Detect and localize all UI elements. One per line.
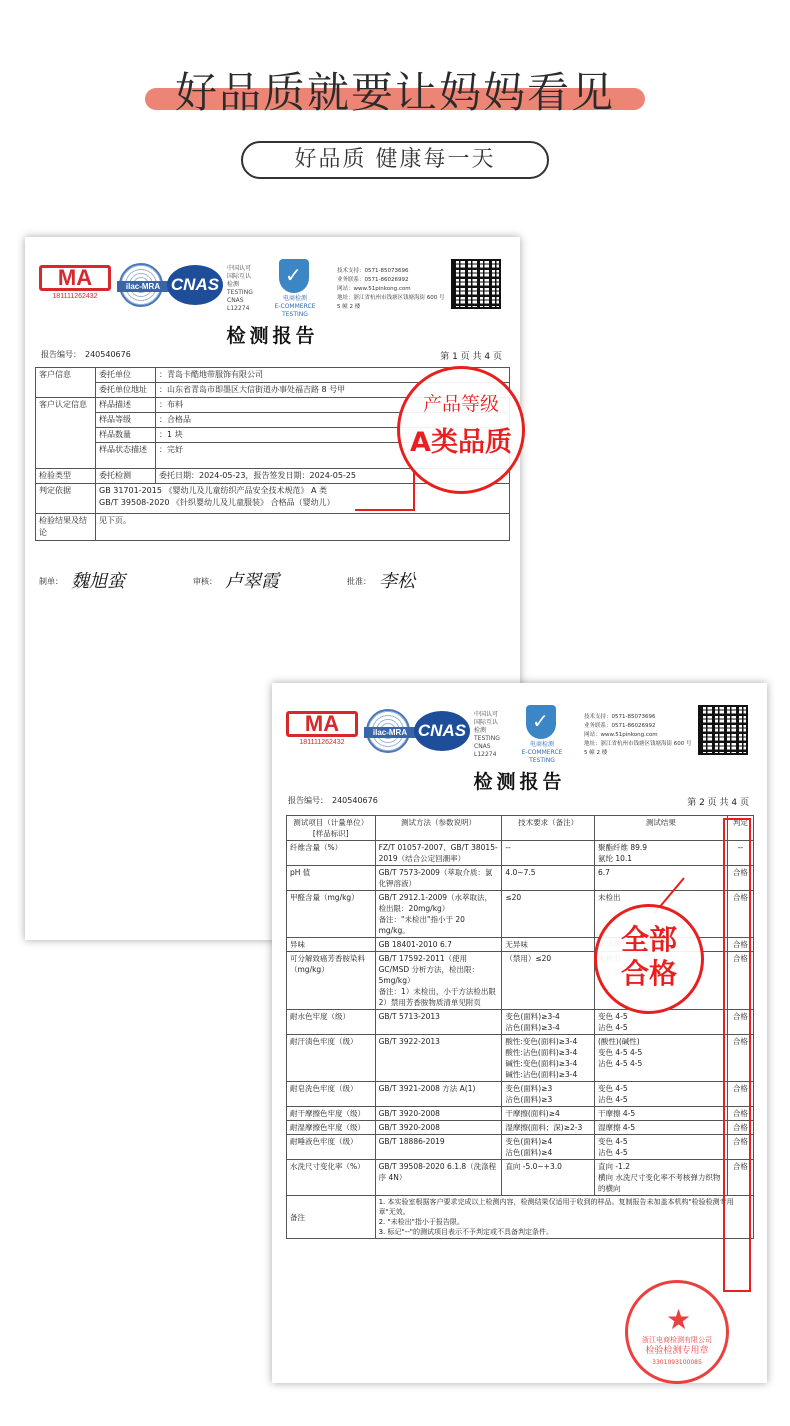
table-cell: GB/T 18886-2019 <box>375 1135 502 1160</box>
table-cell: 纤维含量（%） <box>287 841 376 866</box>
shield-check-icon <box>279 259 309 293</box>
table-cell: GB/T 7573-2009（萃取介质：氯化钾溶液） <box>375 866 502 891</box>
table-cell: 合格 <box>727 891 753 938</box>
table-cell: ≤20 <box>502 891 595 938</box>
table-cell: GB/T 3920-2008 <box>375 1121 502 1135</box>
table-cell: 甲醛含量（mg/kg） <box>287 891 376 938</box>
ilac-mra-logo: ilac-MRA <box>366 709 410 753</box>
table-cell: 干摩擦 4-5 <box>594 1107 727 1121</box>
certification-logos <box>39 255 509 317</box>
report-number: 报告编号： 240540676 <box>288 796 378 805</box>
table-row: 样品等级 ：合格品 <box>36 413 510 428</box>
table-cell: 合格 <box>727 952 753 1010</box>
table-cell: 变色 4-5 沾色 4-5 <box>594 1082 727 1107</box>
table-cell: 聚酯纤维 89.9 氨纶 10.1 <box>594 841 727 866</box>
table-cell: 无异味 <box>502 938 595 952</box>
table-row <box>287 841 754 866</box>
ecommerce-testing-label: 电商检测 E-COMMERCE TESTING <box>521 741 563 764</box>
qr-code-icon <box>698 705 748 755</box>
table-cell: 水洗尺寸变化率（%） <box>287 1160 376 1196</box>
table-cell: 合格 <box>727 938 753 952</box>
certification-logos <box>286 701 756 763</box>
hero-header <box>0 0 790 230</box>
table-row: 判定依据 GB 31701-2015 《婴幼儿及儿童纺织产品安全技术规范》 A 类 GB/T 39508-2020 《针织婴幼儿及儿童服装》 合格品（婴幼儿） <box>36 484 510 514</box>
table-header-row: 测试项目（计量单位）[样品标识] 测试方法（参数说明） 技术要求（备注） 测试结果 判定 <box>287 816 754 841</box>
report-number: 报告编号： 240540676 <box>41 350 131 359</box>
table-cell: GB/T 2912.1-2009（水萃取法，检出限：20mg/kg） 备注："未检出"指小于 20 mg/kg。 <box>375 891 502 938</box>
star-icon: ★ <box>666 1303 692 1336</box>
table-cell: （禁用）≤20 <box>502 952 595 1010</box>
signature-image: 卢翠霞 <box>225 571 279 592</box>
table-cell: 直向 -5.0~+3.0 <box>502 1160 595 1196</box>
cma-logo: MA 181111262432 <box>286 711 358 753</box>
table-cell: 耐干摩擦色牢度（级） <box>287 1107 376 1121</box>
report-title: 检测报告 <box>226 325 319 347</box>
signature-image: 魏旭蛮 <box>71 571 125 592</box>
table-cell: GB/T 39508-2020 6.1.8（洗涤程序 4N） <box>375 1160 502 1196</box>
contact-info: 技术支持：0571-85073696 业务联系：0571-86026992 网站：www.51pinkong.com 地址：浙江省杭州市钱塘区钱塘海街 600 号 5 幢 2 楼 <box>337 268 445 310</box>
accreditation-text: 中国认可 国际互认 检测 TESTING CNAS L12274 <box>474 711 500 758</box>
table-cell: 干摩擦(面料)≥4 <box>502 1107 595 1121</box>
table-row <box>287 1121 754 1135</box>
table-cell: 变色 4-5 沾色 4-5 <box>594 1010 727 1035</box>
table-row: 样品状态描述 ：完好 <box>36 443 510 469</box>
report-title: 检测报告 <box>473 771 566 793</box>
table-cell: 合格 <box>727 1107 753 1121</box>
table-cell: 合格 <box>727 1010 753 1035</box>
table-cell: 耐水色牢度（级） <box>287 1010 376 1035</box>
table-cell: 未检出 <box>594 891 727 938</box>
table-cell: 湿摩擦(面料；深)≥2-3 <box>502 1121 595 1135</box>
table-cell: GB/T 3921-2008 方法 A(1) <box>375 1082 502 1107</box>
table-cell: 湿摩擦 4-5 <box>594 1121 727 1135</box>
table-cell: GB/T 17592-2011（使用 GC/MSD 分析方法，检出限：5mg/kg） 备注：1）未检出，小于方法检出限 2）禁用芳香胺物质清单见附页 <box>375 952 502 1010</box>
table-cell: 合格 <box>727 1035 753 1082</box>
table-row <box>287 1135 754 1160</box>
ecommerce-testing-label: 电商检测 E-COMMERCE TESTING <box>274 295 316 318</box>
test-report-page-2 <box>272 683 767 1383</box>
table-cell: 变色 4-5 沾色 4-5 <box>594 1135 727 1160</box>
table-cell: 异味 <box>287 938 376 952</box>
table-cell: 耐皂洗色牢度（级） <box>287 1082 376 1107</box>
notes-row: 备注 1. 本实验室根据客户要求完成以上检测内容，检测结果仅适用于收到的样品。复制报告未加盖本机构"检验检测专用章"无效。 2. "未检出"指小于报告限。 3. 标记"--"的测试项目表示不予判定或不具备判定条件。 <box>287 1196 754 1239</box>
table-row <box>287 1082 754 1107</box>
page-title: 好品质就要让妈妈看见 <box>174 68 615 117</box>
table-row: 检验类型 委托检测 委托日期：2024-05-23，报告签发日期：2024-05-25 <box>36 469 510 484</box>
table-cell: 变色(面料)≥4 沾色(面料)≥4 <box>502 1135 595 1160</box>
cma-logo: MA 181111262432 <box>39 265 111 307</box>
table-row <box>287 1035 754 1082</box>
callout-line <box>413 472 415 510</box>
prepared-by: 制单： 魏旭蛮 <box>39 571 125 592</box>
table-cell: 合格 <box>727 1135 753 1160</box>
cnas-logo: CNAS <box>167 265 223 305</box>
all-pass-callout: 全部 合格 <box>594 904 704 1014</box>
table-cell: pH 值 <box>287 866 376 891</box>
table-cell: 6.7 <box>594 866 727 891</box>
inspection-seal-stamp: ★ 浙江电商检测有限公司 检验检测专用章 3301093100085 <box>625 1280 729 1384</box>
table-cell: (酸性)(碱性) 变色 4-5 4-5 沾色 4-5 4-5 <box>594 1035 727 1082</box>
verdict-column-highlight <box>723 818 751 1292</box>
shield-check-icon <box>526 705 556 739</box>
table-cell: 直向 -1.2 横向 水洗尺寸变化率不考核弹力织物的横向 <box>594 1160 727 1196</box>
ilac-mra-logo: ilac-MRA <box>119 263 163 307</box>
accreditation-text: 中国认可 国际互认 检测 TESTING CNAS L12274 <box>227 265 253 312</box>
table-cell: GB/T 3922-2013 <box>375 1035 502 1082</box>
approved-by: 批准： 李松 <box>347 571 415 592</box>
subtitle-pill: 好品质 健康每一天 <box>241 141 549 179</box>
table-cell: FZ/T 01057-2007、GB/T 38015-2019（结合公定回潮率） <box>375 841 502 866</box>
table-row: 检验结果及结论 见下页。 <box>36 514 510 541</box>
table-row: 客户认定信息 样品描述 ：布料 <box>36 398 510 413</box>
table-row <box>287 1160 754 1196</box>
grade-a-callout: 产品等级 A类品质 <box>397 366 525 494</box>
table-cell: 变色(面料)≥3-4 沾色(面料)≥3-4 <box>502 1010 595 1035</box>
reviewed-by: 审核： 卢翠霞 <box>193 571 279 592</box>
table-cell: 合格 <box>727 1160 753 1196</box>
table-cell: 4.0~7.5 <box>502 866 595 891</box>
cnas-logo: CNAS <box>414 711 470 751</box>
table-cell: GB 18401-2010 6.7 <box>375 938 502 952</box>
table-row: 客户信息 委托单位 ：青岛卡酷地带服饰有限公司 <box>36 368 510 383</box>
page-number: 第 2 页 共 4 页 <box>687 798 749 808</box>
page-number: 第 1 页 共 4 页 <box>440 352 502 362</box>
table-row: 委托单位地址 ：山东省青岛市即墨区大信街道办事处福吉路 8 号甲 <box>36 383 510 398</box>
table-row <box>287 1107 754 1121</box>
table-cell: 耐汗渍色牢度（级） <box>287 1035 376 1082</box>
table-cell: GB/T 3920-2008 <box>375 1107 502 1121</box>
signature-image: 李松 <box>379 571 415 592</box>
table-cell: -- <box>502 841 595 866</box>
table-row: 样品数量 ：1 块 <box>36 428 510 443</box>
table-cell: 可分解致癌芳香胺染料（mg/kg） <box>287 952 376 1010</box>
contact-info: 技术支持：0571-85073696 业务联系：0571-86026992 网站：www.51pinkong.com 地址：浙江省杭州市钱塘区钱塘海街 600 号 5 幢 2 楼 <box>584 714 692 756</box>
table-cell: 变色(面料)≥3 沾色(面料)≥3 <box>502 1082 595 1107</box>
table-cell: 合格 <box>727 1121 753 1135</box>
table-cell: 耐唾液色牢度（级） <box>287 1135 376 1160</box>
table-cell: 合格 <box>727 866 753 891</box>
table-cell: 合格 <box>727 1082 753 1107</box>
table-row <box>287 1010 754 1035</box>
callout-line <box>355 509 415 511</box>
table-cell: GB/T 5713-2013 <box>375 1010 502 1035</box>
table-cell: 酸性:变色(面料)≥3-4 酸性:沾色(面料)≥3-4 碱性:变色(面料)≥3-4 碱性:沾色(面料)≥3-4 <box>502 1035 595 1082</box>
table-cell: 耐湿摩擦色牢度（级） <box>287 1121 376 1135</box>
table-cell: -- <box>727 841 753 866</box>
qr-code-icon <box>451 259 501 309</box>
